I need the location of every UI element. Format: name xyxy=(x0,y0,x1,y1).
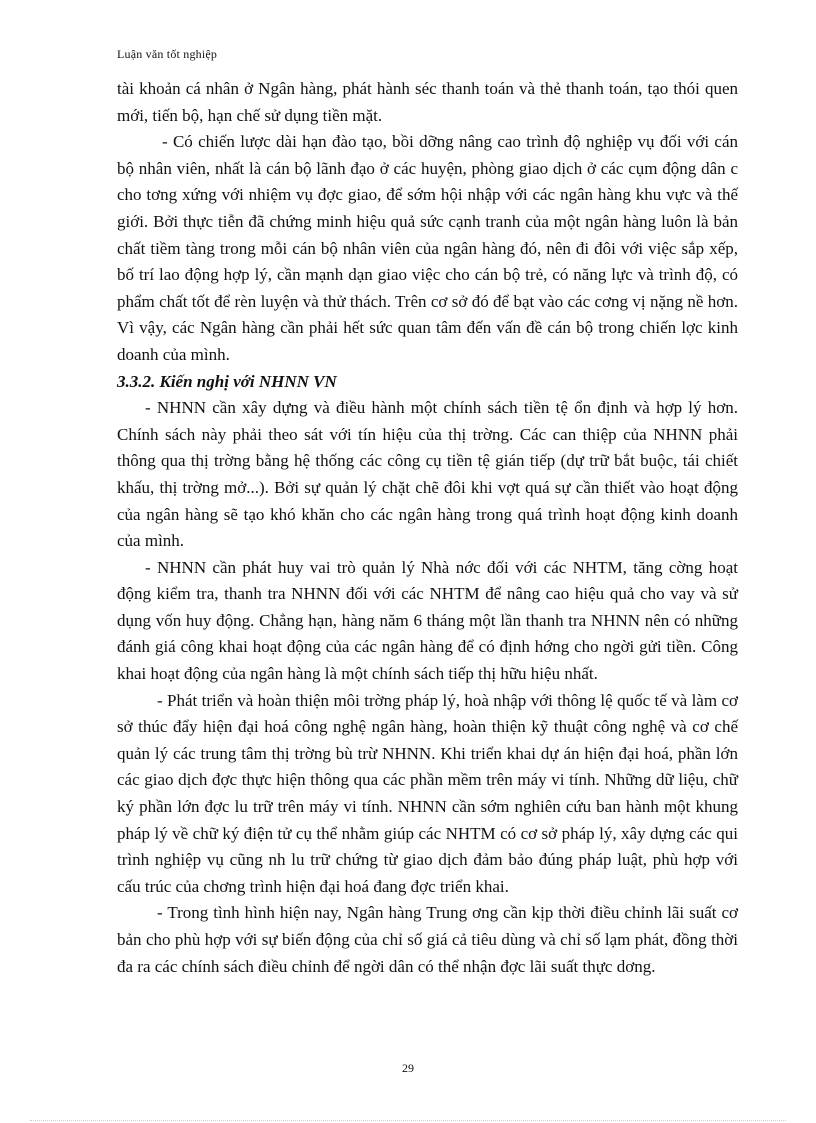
running-header: Luận văn tốt nghiệp xyxy=(117,47,218,61)
paragraph-interest-rate: - Trong tình hình hiện nay, Ngân hàng Trung ơng cần kịp thời điều chỉnh lãi suất cơ bản cho phù hợp với sự biến động của chỉ số giá cả tiêu dùng và chỉ số lạm phát, đồng thời đa ra các chính sách điều chỉnh để ngời dân có thể nhận đợc lãi suất thực dơng. xyxy=(117,903,738,976)
paragraph-monetary-policy: - NHNN cần xây dựng và điều hành một chính sách tiền tệ ổn định và hợp lý hơn. Chính sách này phải theo sát với tín hiệu của thị trờng. Các can thiệp của NHNN phải thông qua thị trờng bằng hệ thống các công cụ tiền tệ gián tiếp (dự trữ bắt buộc, tái chiết khấu, thị trờng mở...). Bởi sự quản lý chặt chẽ đôi khi vợt quá sự cần thiết vào hoạt động của ngân hàng sẽ tạo khó khăn cho các ngân hàng trong quá trình hoạt động kinh doanh của mình. xyxy=(117,398,738,551)
bottom-divider xyxy=(30,1120,786,1121)
document-body xyxy=(117,76,738,980)
section-heading: 3.3.2. Kiến nghị với NHNN VN xyxy=(117,371,337,391)
paragraph-continuation: tài khoản cá nhân ở Ngân hàng, phát hành séc thanh toán và thẻ thanh toán, tạo thói quen mới, tiến bộ, hạn chế sử dụng tiền mặt. xyxy=(117,79,738,125)
paragraph-training-strategy: - Có chiến lược dài hạn đào tạo, bồi dỡng nâng cao trình độ nghiệp vụ đối với cán bộ nhân viên, nhất là cán bộ lãnh đạo ở các huyện, phòng giao dịch ở các cụm động dân c cho tơng xứng với nhiệm vụ đợc giao, để sớm hội nhập với các ngân hàng khu vực và thế giới. Bởi thực tiễn đã chứng minh hiệu quả sức cạnh tranh của một ngân hàng luôn là bản chất tiềm tàng trong mỗi cán bộ nhân viên của ngân hàng đó, nên đi đôi với việc sắp xếp, bố trí lao động hợp lý, cần mạnh dạn giao việc cho cán bộ trẻ, có năng lực và trình độ, có phẩm chất tốt để rèn luyện và thử thách. Trên cơ sở đó để bạt vào các cơng vị nặng nề hơn. Vì vậy, các Ngân hàng cần phải hết sức quan tâm đến vấn đề cán bộ trong chiến lợc kinh doanh của mình. xyxy=(117,132,738,364)
page-number: 29 xyxy=(402,1061,414,1075)
paragraph-legal-environment: - Phát triển và hoàn thiện môi trờng pháp lý, hoà nhập với thông lệ quốc tế và làm cơ sở thúc đẩy hiện đại hoá công nghệ ngân hàng, hoàn thiện kỹ thuật công nghệ và cơ chế quản lý các trung tâm thị trờng bù trừ NHNN. Khi triển khai dự án hiện đại hoá, phần lớn các giao dịch đợc thực hiện thông qua các phần mềm trên máy vi tính. Những dữ liệu, chữ ký phần lớn đợc lu trữ trên máy vi tính. NHNN cần sớm nghiên cứu ban hành một khung pháp lý về chữ ký điện tử cụ thể nhằm giúp các NHTM có cơ sở pháp lý, xây dựng các qui trình nghiệp vụ cũng nh lu trữ chứng từ giao dịch đảm bảo đúng pháp luật, phù hợp với cấu trúc của chơng trình hiện đại hoá đang đợc triển khai. xyxy=(117,690,738,896)
paragraph-state-management: - NHNN cần phát huy vai trò quản lý Nhà nớc đối với các NHTM, tăng cờng hoạt động kiểm tra, thanh tra NHNN đối với các NHTM để nâng cao hiệu quả cho vay và sử dụng vốn huy động. Chẳng hạn, hàng năm 6 tháng một lần thanh tra NHNN nên có những đánh giá công khai hoạt động của các ngân hàng để có định hớng cho ngời gửi tiền. Công khai hoạt động của ngân hàng là một chính sách tiếp thị hữu hiệu nhất. xyxy=(117,557,738,684)
